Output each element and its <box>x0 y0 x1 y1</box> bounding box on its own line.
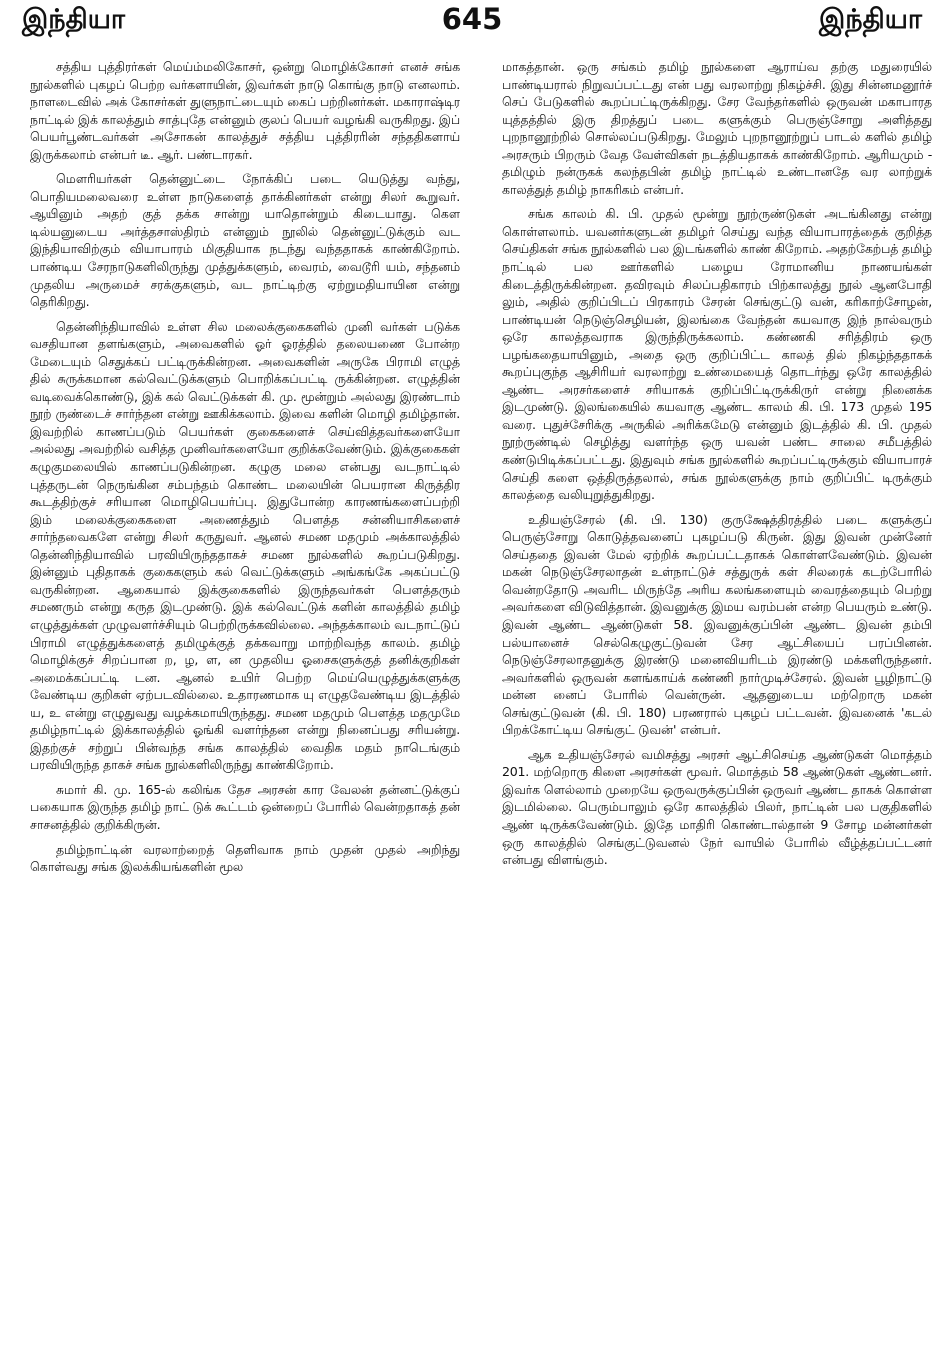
paragraph: உதியஞ்சேரல் (கி. பி. 130) குருக்ஷேத்திரத்தில் படை களுக்குப் பெருஞ்சோறு கொடுத்தவனைப் புகழப்படு கிருன். இது இவன் முன்னேர் செய்ததை இவன் மேல் ஏற்றிக் கூறப்பட்டதாகக் கொள்ளவேண்டும். இவன் மகன் நெடுஞ்சேரலாதன் உள்நாட்டுச் சத்துருக் கள் சிலரைக் கடற்போரில் வென்றதோடு அவரிட மிருந்தே அரிய கலங்களையும் வைரத்தையும் பெற்று அவர்களை விடுவித்தான். இவனுக்கு இமய வரம்பன் என்ற பெயரும் உண்டு. இவன் ஆண்ட ஆண்டுகள் 58. இவனுக்குப்பின் ஆண்ட இவன் தம்பி பல்யானைச் செல்கெழுகுட்டுவன் சேர ஆட்சியைப் பரப்பினன். நெடுஞ்சேரலாதனுக்கு இரண்டு மனைவியரிடம் இரண்டு மக்களிருந்தனர். அவர்களில் ஒருவன் களங்காய்க் கண்ணி நார்முடிச்சேரல். இவன் பூழிநாட்டு மன்ன னைப் போரில் வென்ருன். ஆதனுடைய மற்றொரு மகன் செங்குட்டுவன் (கி. பி. 180) பரணரால் புகழப் பட்டவன். இவனைக் 'கடல் பிறக்கோட்டிய செங்குட் டுவன்' என்பர். <box>502 511 932 738</box>
page-header <box>22 4 922 54</box>
paragraph: சத்திய புத்திரர்கள் மெய்ம்மலிகோசர், ஒன்று மொழிக்கோசர் எனச் சங்க நூல்களில் புகழப் பெற்ற வர்களாயின், இவர்கள் நாடு கொங்கு நாடு எனலாம். நாளடைவில் அக் கோசர்கள் துளுநாட்டையும் கைப் பற்றினர்கள். மகாராஷ்டிர நாட்டில் இக் காலத்தும் சாத்புதே என்னும் குலப் பெயர் வழங்கி வருகிறது. இப் பெயர்பூண்டவர்கள் அசோகன் காலத்துச் சத்திய புத்திரரின் சந்ததிகளாய் இருக்கலாம் என்பர் டீ. ஆர். பண்டாரகர். <box>30 59 460 162</box>
page-number: 645 <box>441 2 503 36</box>
running-title-left: இந்தியா <box>22 4 125 35</box>
paragraph: ஆக உதியஞ்சேரல் வமிசத்து அரசர் ஆட்சிசெய்த ஆண்டுகள் மொத்தம் 201. மற்றொரு கிளை அரசர்கள் மூவர். மொத்தம் 58 ஆண்டுகள் ஆண்டனர். இவர்க ளெல்லாம் முறையே ஒருவருக்குப்பின் ஒருவர் ஆண்ட தாகக் கொள்ள இடமில்லை. பெரும்பாலும் ஒரே காலத்தில் பிலர், நாட்டின் பல பகுதிகளில் ஆண் டிருக்கவேண்டும். இதே மாதிரி கொண்டால்தான் 9 சோழ மன்னர்கள் ஒரு காலத்தில் செங்குட்டுவனல் நேர் வாயில் போரில் வீழ்த்தப்பட்டனர் என்பது விளங்கும். <box>502 746 932 868</box>
paragraph: சுமார் கி. மு. 165-ல் கலிங்க தேச அரசன் கார வேலன் தன்னட்டுக்குப் பகையாக இருந்த தமிழ் நாட் டுக் கூட்டம் ஒன்றைப் போரில் வென்றதாகத் தன் சாசனத்தில் குறிக்கிருன். <box>30 781 460 832</box>
running-title-right: இந்தியா <box>819 4 922 35</box>
body-columns <box>30 58 932 1358</box>
paragraph: சங்க காலம் கி. பி. முதல் மூன்று நூற்ருண்டுகள் அடங்கினது என்று கொள்ளலாம். யவனர்களுடன் தமிழர் செய்து வந்த வியாபாரத்தைக் குறித்த செய்திகள் சங்க நூல்களில் பல இடங்களில் காண் கிறோம். அதற்கேற்பத் தமிழ் நாட்டில் பல ஊர்களில் பழைய ரோமானிய நாணயங்கள் கிடைத்திருக்கின்றன. தவிரவும் சிலப்பதிகாரம் பிற்காலத்து நூல் ஆனபோதி லும், அதில் குறிப்பிடப் பிரகாரம் சேரன் செங்குட்டு வன், கரிகாற்சோழன், பாண்டியன் நெடுஞ்செழியன், இலங்கை வேந்தன் கயவாகு இந் நால்வரும் ஒரே காலத்தவராக இருந்திருக்கலாம். கண்ணகி சரித்திரம் ஒரு பழங்கதையாயினும், அதை ஒரு குறிப்பிட்ட காலத் தில் நிகழ்ந்ததாகக் கூறப்புகுந்த ஆசிரியர் வரலாற்று உண்மையைத் தொடர்ந்து ஒரே காலத்தில் ஆண்ட அரசர்களைச் சரியாகக் குறிப்பிட்டிருக்கிருர் என்று நினைக்க இடமுண்டு. இலங்கையில் கயவாகு ஆண்ட காலம் கி. பி. 173 முதல் 195 வரை. புதுச்சேரிக்கு அருகில் அரிக்கமேடு என்னும் இடத்தில் கி. பி. முதல் நூற்ருண்டில் செழித்து வளர்ந்த ஒரு யவன் பண்ட சாலை சமீபத்தில் கண்டுபிடிக்கப்பட்டது. இதுவும் சங்க நூல்களில் கூறப்பட்டிருக்கும் வியாபாரச் செய்தி களை ஒத்திருத்தலால், சங்க நூல்களுக்கு நாம் குறிப்பிட் டிருக்கும் காலத்தை வலியுறுத்துகிறது. <box>502 206 932 503</box>
paragraph: தமிழ்நாட்டின் வரலாற்றைத் தெளிவாக நாம் முதன் முதல் அறிந்து கொள்வது சங்க இலக்கியங்களின் மூல <box>30 841 460 875</box>
paragraph-continued: மாகத்தான். ஒரு சங்கம் தமிழ் நூல்களை ஆராய்வ தற்கு மதுரையில் பாண்டியரால் நிறுவப்பட்டது என் பது வரலாற்று நிகழ்ச்சி. இது சின்னமனூர்ச் செப் பேடுகளில் கூறப்பட்டிருக்கிறது. சேர வேந்தர்களில் ஒருவன் மகாபாரத யுத்தத்தில் இரு திறத்துப் படை களுக்கும் பெருஞ்சோறு அளித்தது புறநானூற்றில் சொல்லப்படுகிறது. மேலும் புறநானூற்றுப் பாடல் களில் தமிழ் அரசரும் பிறரும் வேத வேள்விகள் நடத்தியதாகக் காண்கிறோம். ஆரியமும் - தமிழும் நன்ருகக் கலந்தபின் தமிழ் நாட்டில் உண்டானதே வர லாற்றுக் காலத்துத் தமிழ் நாகரிகம் என்பர். <box>502 59 932 197</box>
paragraph: தென்னிந்தியாவில் உள்ள சில மலைக்குகைகளில் முனி வர்கள் படுக்க வசதியான தளங்களும், அவைகளில் ஓர் ஓரத்தில் தலையணை போன்ற மேடையும் செதுக்கப் பட்டிருக்கின்றன. அவைகளின் அருகே பிராமி எழுத் தில் சுருக்கமான கல்வெட்டுக்களும் பொறிக்கப்பட்டி ருக்கின்றன. எழுத்தின் வடிவைக்கொண்டு, இக் கல் வெட்டுக்கள் கி. மு. மூன்றும் அல்லது இரண்டாம் நூற் ருண்டைச் சார்ந்தன என்று ஊகிக்கலாம். இவை களின் மொழி தமிழ்தான். இவற்றில் காணப்படும் பெயர்கள் குகைகளைச் செய்வித்தவர்களையோ அல்லது அவற்றில் வசித்த முனிவர்களையோ குறிக்கவேண்டும். இக்குகைகள் கழுகுமலையில் காணப்படுகின்றன. கழுகு மலை என்பது வடநாட்டில் புத்தருடன் நெருங்கின சம்பந்தம் கொண்ட மலையின் பெயரான கிருத்திர கூடத்திற்குச் சரியான மொழிபெயர்ப்பு. இதுபோன்ற காரணங்களைப்பற்றி இம் மலைக்குகைகளை அணைத்தும் பௌத்த சன்னியாசிகளைச் சார்ந்தவைகளே என்று சிலர் கருதுவர். ஆனல் சமண மதமும் அக்காலத்தில் தென்னிந்தியாவில் பரவியிருந்ததாகச் சமண நூல்களில் கூறப்படுகிறது. இன்னும் புதிதாகக் குகைகளும் கல் வெட்டுக்களும் அங்கங்கே அகப்பட்டு வருகின்றன. ஆகையால் இக்குகைகளில் இருந்தவர்கள் பௌத்தரும் சமணரும் என்று கருத இடமுண்டு. இக் கல்வெட்டுக் களின் காலத்தில் தமிழ் எழுத்துக்கள் முழுவளர்ச்சியும் பெற்றிருக்கவில்லை. அந்தக்காலம் வடநாட்டுப் பிராமி எழுத்துக்களைத் தமிழுக்குத் தக்கவாறு மாற்றிவந்த காலம். தமிழ் மொழிக்குச் சிறப்பான ற, ழ, ள, ன முதலிய ஓசைகளுக்குத் தனிக்குறிகள் அமைக்கப்பட்டி டன. ஆனல் உயிர் பெற்ற மெய்யெழுத்துக்களுக்கு வேண்டிய குறிகள் ஏற்படவில்லை. உதாரணமாக யு எழுதவேண்டிய இடத்தில் ய, உ என்று எழுதுவது வழக்கமாயிருந்தது. சமண மதமும் பௌத்த மதமுமே தமிழ்நாட்டில் இக்காலத்தில் ஓங்கி வளர்ந்தன என்று நினைப்பது சரியன்று. இதற்குச் சற்றுப் பின்வந்த சங்க காலத்தில் வைதிக மதம் நாடெங்கும் பரவியிருந்த தாகச் சங்க நூல்களிலிருந்து காண்கிறோம். <box>30 318 460 773</box>
paragraph: மௌரியர்கள் தென்னுட்டை நோக்கிப் படை யெடுத்து வந்து, பொதியமலைவரை உள்ள நாடுகளைத் தாக்கினர்கள் என்று சிலர் கூறுவர். ஆயினும் அதற் குத் தக்க சான்று யாதொன்றும் கிடையாது. கௌ டில்யனுடைய அர்த்தசாஸ்திரம் என்னும் நூலில் தென்னுட்டுக்கும் வட இந்தியாவிற்கும் வியாபாரம் மிகுதியாக நடந்து வந்ததாகக் காண்கிறோம். பாண்டிய சேரநாடுகளிலிருந்து முத்துக்களும், வைரம், வைடூரி யம், சந்தனம் முதலிய அருமைச் சரக்குகளும், வட நாட்டிற்கு ஏற்றுமதியாயின என்று தெரிகிறது. <box>30 171 460 310</box>
left-column <box>30 58 460 1358</box>
right-column <box>502 58 932 1358</box>
